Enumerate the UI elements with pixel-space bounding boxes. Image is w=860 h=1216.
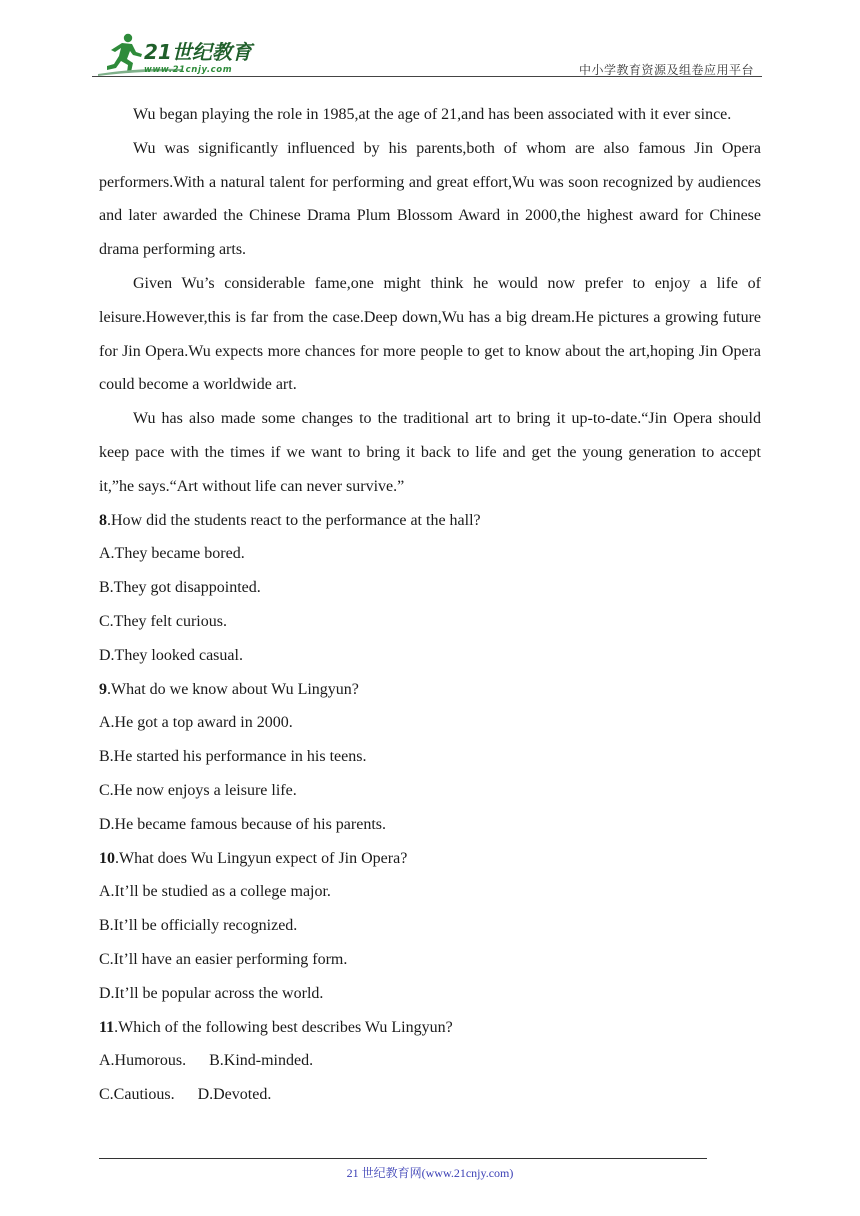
option-row xyxy=(99,1044,761,1078)
question-11 xyxy=(99,1011,761,1112)
question-text: .What do we know about Wu Lingyun? xyxy=(107,680,359,698)
option-b: B.Kind-minded. xyxy=(209,1052,314,1070)
footer-link[interactable]: 21 世纪教育网(www.21cnjy.com) xyxy=(346,1166,514,1180)
option-c: C.Cautious. xyxy=(99,1086,175,1104)
option-b: B.He started his performance in his teens. xyxy=(99,748,367,766)
question-text: .Which of the following best describes Wu Lingyun? xyxy=(114,1018,453,1036)
paragraph: Wu has also made some changes to the traditional art to bring it up-to-date.“Jin Opera should keep pace with the times if we want to bring it back to life and get the young generation to accept it,”he says.“Art without life can never survive.” xyxy=(99,410,761,495)
option-a: A.He got a top award in 2000. xyxy=(99,714,293,732)
question-8 xyxy=(99,504,761,673)
option-d: D.He became famous because of his parents. xyxy=(99,815,386,833)
option-b: B.It’ll be officially recognized. xyxy=(99,917,298,935)
option-d: D.Devoted. xyxy=(197,1086,272,1104)
logo-url: www.21cnjy.com xyxy=(144,65,233,75)
option-c: C.He now enjoys a leisure life. xyxy=(99,781,297,799)
option-a: A.Humorous. xyxy=(99,1052,187,1070)
question-number: 9 xyxy=(99,680,107,698)
logo-text: 21世纪教育 xyxy=(144,40,252,64)
question-10 xyxy=(99,842,761,1011)
option-b: B.They got disappointed. xyxy=(99,579,261,597)
header-divider xyxy=(92,76,762,77)
option-c: C.They felt curious. xyxy=(99,612,227,630)
option-d: D.It’ll be popular across the world. xyxy=(99,984,324,1002)
question-stem xyxy=(99,842,761,876)
option-d: D.They looked casual. xyxy=(99,646,243,664)
document-body xyxy=(99,98,761,1112)
paragraph: Given Wu’s considerable fame,one might think he would now prefer to enjoy a life of leisure.However,this is far from the case.Deep down,Wu has a big dream.He pictures a growing future for Jin Opera.Wu expects more chances for more people to get to know about the art,hoping Jin Opera could become a worldwide art. xyxy=(99,274,761,394)
option-a: A.They became bored. xyxy=(99,545,245,563)
option-c: C.It’ll have an easier performing form. xyxy=(99,950,348,968)
question-number: 10 xyxy=(99,849,115,867)
question-stem xyxy=(99,1011,761,1045)
paragraph: Wu was significantly influenced by his parents,both of whom are also famous Jin Opera performers.With a natural talent for performing and great effort,Wu was soon recognized by audiences and later awarded the Chinese Drama Plum Blossom Award in 2000,the highest award for Chinese drama performing arts. xyxy=(99,139,761,259)
platform-title: 中小学教育资源及组卷应用平台 xyxy=(578,63,754,77)
footer-divider xyxy=(99,1158,707,1159)
page-header xyxy=(92,30,762,78)
question-number: 11 xyxy=(99,1018,115,1036)
option-row xyxy=(99,1078,761,1112)
question-9 xyxy=(99,673,761,842)
question-stem xyxy=(99,673,761,707)
paragraph: Wu began playing the role in 1985,at the age of 21,and has been associated with it ever since. xyxy=(133,106,732,123)
question-number: 8 xyxy=(99,511,107,529)
logo xyxy=(92,32,262,76)
question-text: .What does Wu Lingyun expect of Jin Opera? xyxy=(115,849,408,867)
question-stem xyxy=(99,504,761,538)
question-text: .How did the students react to the performance at the hall? xyxy=(107,511,481,529)
option-a: A.It’ll be studied as a college major. xyxy=(99,883,331,901)
